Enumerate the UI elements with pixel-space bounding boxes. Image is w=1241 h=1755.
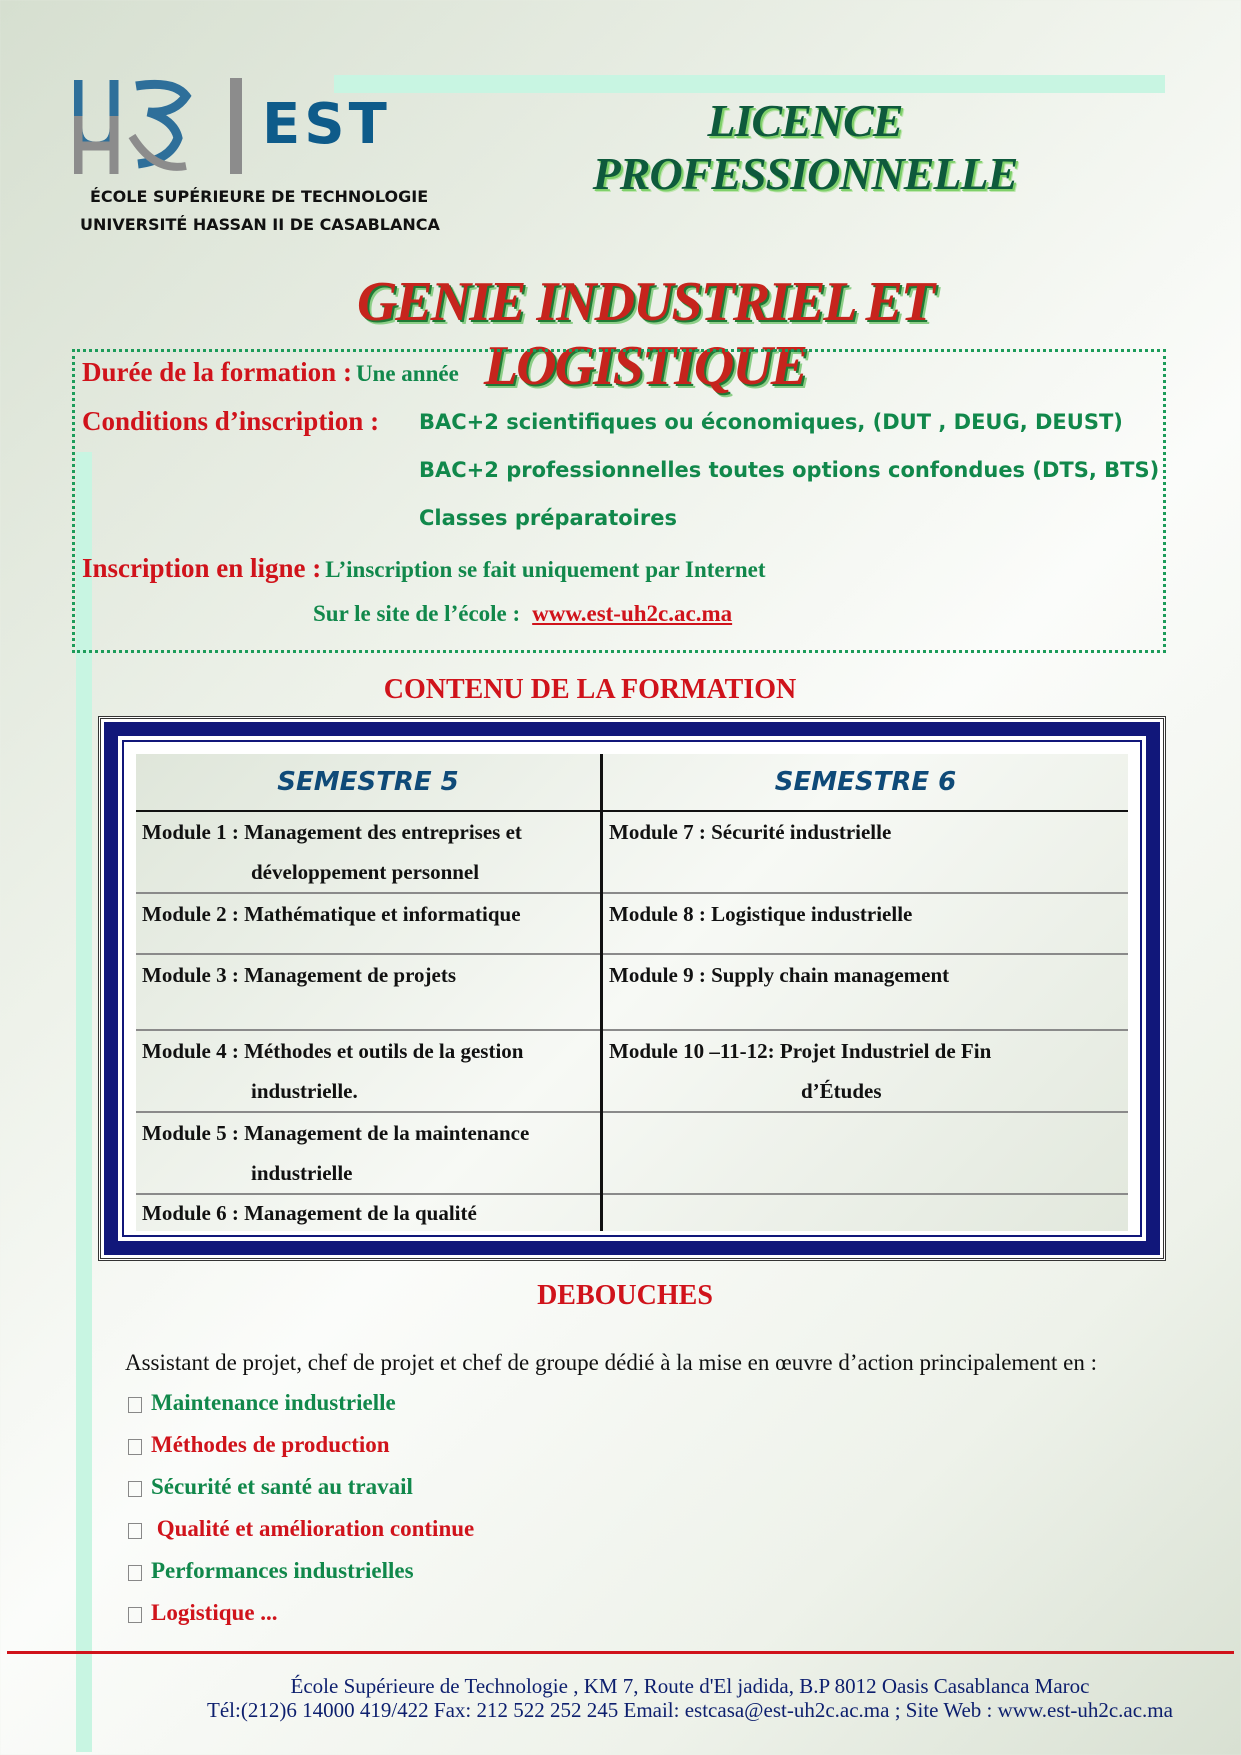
module-line: Module 1 : Management des entreprises et xyxy=(142,820,522,844)
table-row xyxy=(136,893,1128,954)
footer-divider xyxy=(7,1651,1234,1654)
module-line: Module 6 : Management de la qualité xyxy=(142,1201,477,1225)
s6-module-cell xyxy=(602,893,1129,954)
list-item: Sécurité et santé au travail xyxy=(128,1474,413,1500)
module-line: Module 2 : Mathématique et informatique xyxy=(142,902,521,926)
module-line: Module 5 : Management de la maintenance xyxy=(142,1121,530,1145)
program-title: GENIE INDUSTRIEL ET LOGISTIQUE xyxy=(356,271,934,397)
table-row xyxy=(136,1194,1128,1231)
list-item: Logistique ... xyxy=(128,1600,278,1626)
module-line-cont: industrielle xyxy=(251,1161,353,1185)
s6-module-cell xyxy=(602,1030,1129,1112)
table-row xyxy=(136,954,1128,1030)
module-line: Module 8 : Logistique industrielle xyxy=(609,902,913,926)
module-line: Module 10 –11-12: Projet Industriel de Fin xyxy=(609,1039,992,1063)
footer-contact: Tél:(212)6 14000 419/422 Fax: 212 522 252 245 Email: estcasa@est-uh2c.ac.ma ; Site Web : www.est-uh2c.ac.ma xyxy=(207,1698,1173,1722)
site-row xyxy=(313,601,732,627)
module-line-cont: développement personnel xyxy=(251,860,480,884)
s5-module-cell xyxy=(136,811,602,893)
list-item: Qualité et amélioration continue xyxy=(128,1516,474,1542)
module-line: Module 4 : Méthodes et outils de la gestion xyxy=(142,1039,524,1063)
logo-school-name: ÉCOLE SUPÉRIEURE DE TECHNOLOGIE xyxy=(90,187,429,206)
inscription-label: Inscription en ligne : xyxy=(82,553,322,583)
s5-module-cell xyxy=(136,1112,602,1194)
list-item: Méthodes de production xyxy=(128,1432,390,1458)
table-row xyxy=(136,811,1128,893)
licence-heading: LICENCE PROFESSIONNELLE xyxy=(592,95,1018,199)
condition-item: BAC+2 professionnelles toutes options confondues (DTS, BTS) xyxy=(419,458,1160,482)
bullet-icon xyxy=(128,1607,142,1623)
module-line-cont: d’Études xyxy=(801,1079,882,1103)
footer-address: École Supérieure de Technologie , KM 7, Route d'El jadida, B.P 8012 Oasis Casablanca Maroc xyxy=(290,1674,1090,1698)
site-link[interactable]: www.est-uh2c.ac.ma xyxy=(532,601,733,626)
bullet-icon xyxy=(128,1439,142,1455)
module-line-cont: industrielle. xyxy=(251,1079,358,1103)
debouches-intro: Assistant de projet, chef de projet et chef de groupe dédié à la mise en œuvre d’action principalement en : xyxy=(125,1350,1098,1375)
bullet-icon xyxy=(128,1565,142,1581)
s5-module-cell xyxy=(136,1194,602,1231)
duree-label: Durée de la formation : xyxy=(82,357,352,387)
table-row xyxy=(136,1112,1128,1194)
table-header-row xyxy=(136,754,1128,811)
bullet-icon xyxy=(128,1481,142,1497)
list-item: Maintenance industrielle xyxy=(128,1390,396,1416)
s6-module-cell xyxy=(602,1194,1129,1231)
modules-table xyxy=(136,754,1128,1231)
logo-university-name: UNIVERSITÉ HASSAN II DE CASABLANCA xyxy=(80,215,440,234)
module-line: Module 7 : Sécurité industrielle xyxy=(609,820,892,844)
s6-module-cell xyxy=(602,954,1129,1030)
site-label: Sur le site de l’école : xyxy=(313,601,521,626)
duree-row xyxy=(82,357,459,388)
top-decorative-strip xyxy=(334,75,1165,93)
logo-est-text: EST xyxy=(262,92,391,157)
s6-module-cell xyxy=(602,811,1129,893)
inscription-value: L’inscription se fait uniquement par Internet xyxy=(325,557,766,582)
semestre5-header: SEMESTRE 5 xyxy=(136,754,602,811)
bullet-icon xyxy=(128,1523,142,1539)
semestre6-header: SEMESTRE 6 xyxy=(602,754,1129,811)
list-item: Performances industrielles xyxy=(128,1558,414,1584)
contenu-heading: CONTENU DE LA FORMATION xyxy=(383,674,797,705)
condition-item: BAC+2 scientifiques ou économiques, (DUT , DEUG, DEUST) xyxy=(419,410,1123,434)
conditions-label: Conditions d’inscription : xyxy=(82,406,380,436)
bullet-icon xyxy=(128,1397,142,1413)
inscription-row xyxy=(82,553,766,584)
module-line: Module 9 : Supply chain management xyxy=(609,963,950,987)
s5-module-cell xyxy=(136,954,602,1030)
s5-module-cell xyxy=(136,893,602,954)
debouches-heading: DEBOUCHES xyxy=(537,1280,713,1311)
condition-item: Classes préparatoires xyxy=(419,506,677,530)
s5-module-cell xyxy=(136,1030,602,1112)
uh2c-logo-icon xyxy=(74,76,252,176)
s6-module-cell xyxy=(602,1112,1129,1194)
table-row xyxy=(136,1030,1128,1112)
duree-value: Une année xyxy=(355,361,459,386)
module-line: Module 3 : Management de projets xyxy=(142,963,456,987)
